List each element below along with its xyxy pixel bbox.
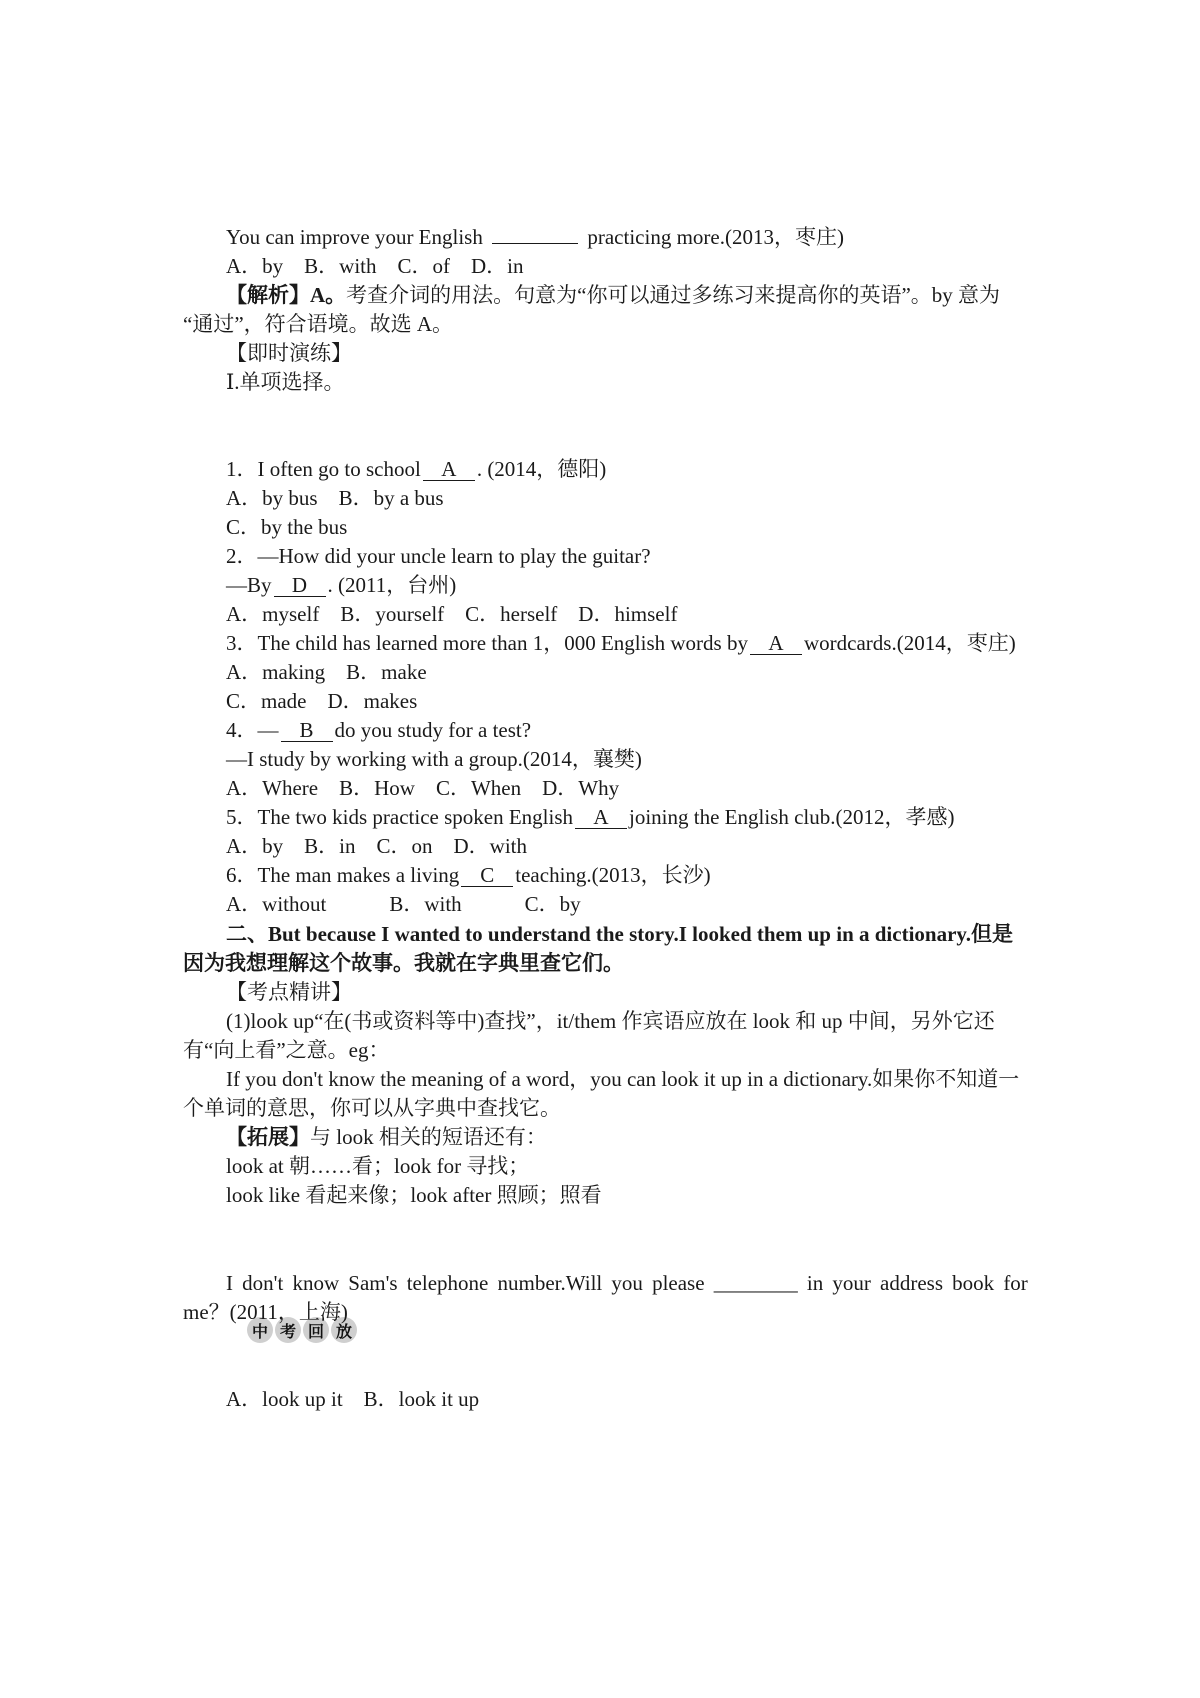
question-1-text: 1．I often go to school [226,457,421,481]
review-word: address [880,1271,943,1295]
analysis-label: 【解析】A。 [226,283,347,307]
practice-heading: 【即时演练】 [226,341,352,365]
intro-question [0,222,1200,252]
question-4-answer: B [281,719,333,742]
badge-char: 放 [331,1317,357,1343]
question-6-answer: C [461,864,513,887]
point-1-cont: 有“向上看”之意。eg： [183,1038,390,1062]
point-1: (1)look up“在(书或资料等中)查找”，it/them 作宾语应放在 look 和 up 中间，另外它还 [226,1009,995,1033]
review-question [226,1268,1028,1298]
section-2-title-cont: 因为我想理解这个故事。我就在字典里查它们。 [183,951,624,975]
review-word: Sam's [348,1271,398,1295]
review-word: please [652,1271,705,1295]
question-1-options-a: A．by bus B．by a bus [226,486,444,510]
question-1-source: . (2014，德阳) [476,457,607,481]
review-word: your [832,1271,871,1295]
question-3-options-a: A．making B．make [226,660,427,684]
review-word: I [226,1271,233,1295]
example-translation: 个单词的意思，你可以从字典中查找它。 [183,1096,561,1120]
section-2-title: 二、But because I wanted to understand the story.I looked them up in a dictionary.但是 [226,922,1013,946]
example-sentence: If you don't know the meaning of a word，you can look it up in a dictionary.如果你不知道一 [226,1067,1020,1091]
review-word: in [806,1271,824,1295]
review-word: telephone [406,1271,489,1295]
question-4 [0,715,1200,745]
question-1-options-b: C．by the bus [226,515,348,539]
question-2: 2．—How did your uncle learn to play the guitar? [226,544,651,568]
question-2-answer: D [274,574,326,597]
question-5-text: 5．The two kids practice spoken English [226,805,574,829]
question-3-source: wordcards.(2014，枣庄) [803,631,1016,655]
question-3 [0,628,1200,658]
question-2-reply-text: —By [226,573,272,597]
question-4-text: do you study for a test? [334,718,532,742]
intro-question-part1: You can improve your English [226,225,483,249]
phrase-list-2: look like 看起来像；look after 照顾；照看 [226,1183,602,1207]
review-word: for [1003,1271,1028,1295]
question-6-text: 6．The man makes a living [226,863,460,887]
tuozhan [0,1122,1200,1152]
section-title: Ⅰ.单项选择。 [226,370,345,394]
question-1 [0,454,1200,484]
review-word: don't [242,1271,284,1295]
question-2-source: . (2011，台州) [327,573,457,597]
question-3-text: 3．The child has learned more than 1，000 English words by [226,631,748,655]
question-3-answer: A [750,632,802,655]
review-blank: ________ [713,1271,798,1295]
question-6-options: A．without B．with C．by [226,892,581,916]
question-2-reply [0,570,1200,600]
question-4-reply: —I study by working with a group.(2014，襄樊) [226,747,642,771]
answer-blank [492,223,578,244]
intro-question-part2: practicing more.(2013，枣庄) [587,225,844,249]
question-5-answer: A [575,806,627,829]
tuozhan-text: 与 look 相关的短语还有： [310,1125,547,1149]
question-4-options: A．Where B．How C．When D．Why [226,776,620,800]
intro-options: A．by B．with C．of D．in [226,254,524,278]
kaodian-heading: 【考点精讲】 [226,980,352,1004]
review-options: A．look up it B．look it up [226,1387,480,1411]
question-4-dash: 4．— [226,718,279,742]
analysis-text: 考查介词的用法。句意为“你可以通过多练习来提高你的英语”。by 意为 [346,283,1001,307]
question-1-answer: A [423,458,475,481]
intro-analysis [0,280,1200,310]
review-word: you [611,1271,643,1295]
question-2-options: A．myself B．yourself C．herself D．himself [226,602,678,626]
question-6 [0,860,1200,890]
question-3-options-b: C．made D．makes [226,689,418,713]
review-word: know [292,1271,340,1295]
review-word: number.Will [497,1271,603,1295]
badge-char: 中 [247,1317,273,1343]
review-word: book [952,1271,995,1295]
review-question-cont: me？(2011，上海) [183,1300,348,1324]
phrase-list-1: look at 朝……看；look for 寻找； [226,1154,530,1178]
badge-char: 考 [275,1317,301,1343]
tuozhan-label: 【拓展】 [226,1125,310,1149]
intro-analysis-cont: “通过”，符合语境。故选 A。 [183,312,454,336]
question-5-options: A．by B．in C．on D．with [226,834,528,858]
question-5 [0,802,1200,832]
badge-char: 回 [303,1317,329,1343]
question-6-source: teaching.(2013，长沙) [515,863,711,887]
question-5-source: joining the English club.(2012，孝感) [629,805,955,829]
